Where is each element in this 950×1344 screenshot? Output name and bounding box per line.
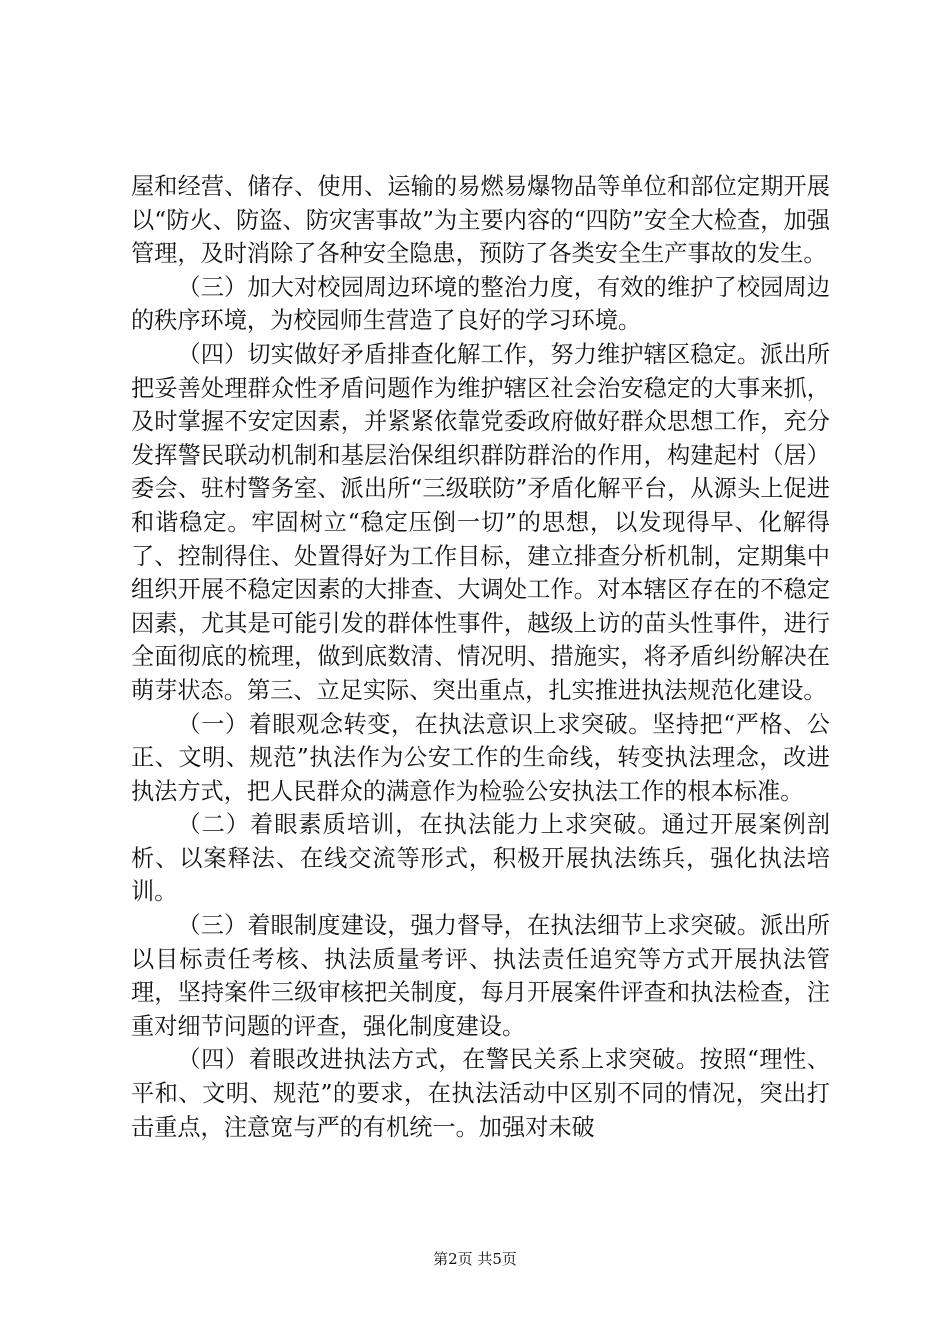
paragraph-concept-change: （一）着眼观念转变，在执法意识上求突破。坚持把“严格、公正、文明、规范”执法作为公安工作的生命线，转变执法理念，改进执法方式，把人民群众的满意作为检验公安执法工作的根本标准。 [131,710,830,805]
paragraph-continuation: 屋和经营、储存、使用、运输的易燃易爆物品等单位和部位定期开展以“防火、防盗、防灾害事故”为主要内容的“四防”安全大检查，加强管理，及时消除了各种安全隐患，预防了各类安全生产事故的发生。 [131,173,830,268]
paragraph-campus-environment: （三）加大对校园周边环境的整治力度，有效的维护了校园周边的秩序环境，为校园师生营造了良好的学习环境。 [131,273,830,335]
paragraph-system-building: （三）着眼制度建设，强力督导，在执法细节上求突破。派出所以目标责任考核、执法质量考评、执法责任追究等方式开展执法管理，坚持案件三级审核把关制度，每月开展案件评查和执法检查，注重对细节问题的评查，强化制度建设。 [131,912,830,1040]
paragraph-enforcement-method: （四）着眼改进执法方式，在警民关系上求突破。按照“理性、平和、文明、规范”的要求，在执法活动中区别不同的情况，突出打击重点，注意宽与严的有机统一。加强对未破 [131,1046,830,1141]
paragraph-conflict-resolution: （四）切实做好矛盾排查化解工作，努力维护辖区稳定。派出所把妥善处理群众性矛盾问题作为维护辖区社会治安稳定的大事来抓，及时掌握不安定因素，并紧紧依靠党委政府做好群众思想工作，充分发挥警民联动机制和基层治保组织群防群治的作用，构建起村（居）委会、驻村警务室、派出所“三级联防”矛盾化解平台，从源头上促进和谐稳定。牢固树立“稳定压倒一切”的思想，以发现得早、化解得了、控制得住、处置得好为工作目标，建立排查分析机制，定期集中组织开展不稳定因素的大排查、大调处工作。对本辖区存在的不稳定因素，尤其是可能引发的群体性事件，越级上访的苗头性事件，进行全面彻底的梳理，做到底数清、情况明、措施实，将矛盾纠纷解决在萌芽状态。第三、立足实际、突出重点，扎实推进执法规范化建设。 [131,340,830,704]
page-number-footer: 第2页 共5页 [433,1250,517,1268]
paragraph-quality-training: （二）着眼素质培训，在执法能力上求突破。通过开展案例剖析、以案释法、在线交流等形式，积极开展执法练兵，强化执法培训。 [131,811,830,906]
document-body [131,170,830,1144]
